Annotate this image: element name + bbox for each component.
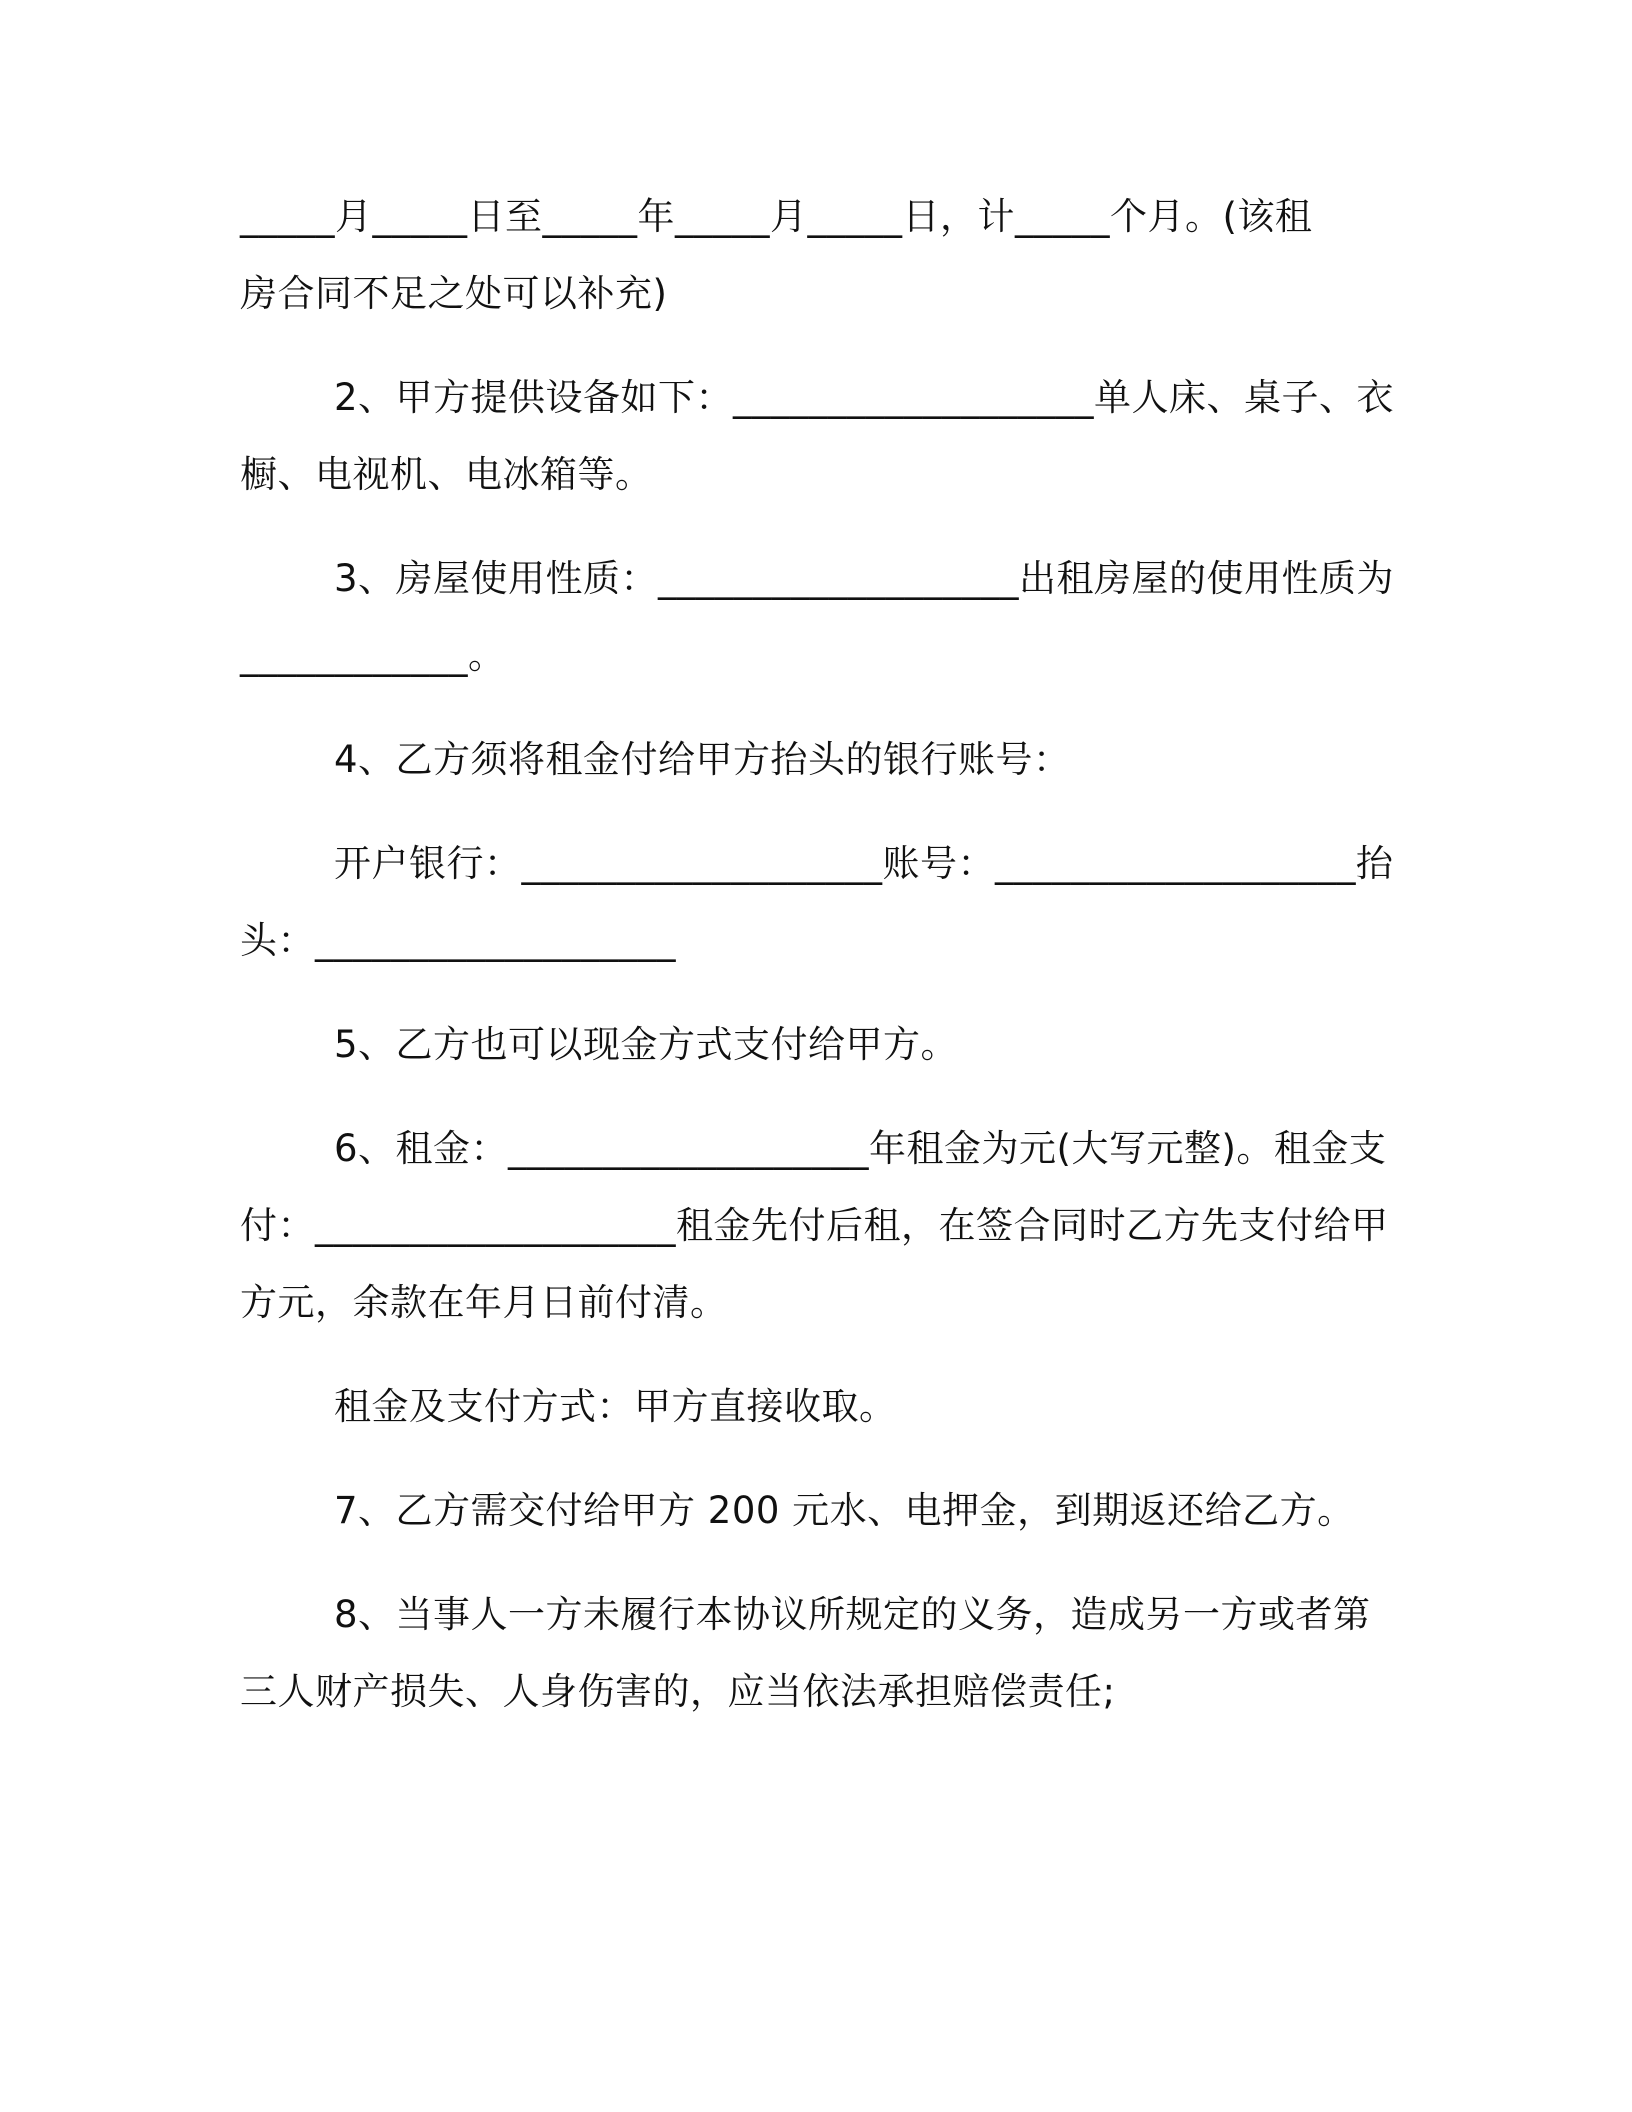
clause-3-usage-cont: ____________。 (240, 634, 506, 677)
clause-2-equipment-cont: 橱、电视机、电冰箱等。 (240, 453, 653, 496)
clause-8-liability: 8、当事人一方未履行本协议所规定的义务，造成另一方或者第 (334, 1593, 1371, 1636)
clause-8-liability-cont: 三人财产损失、人身伤害的，应当依法承担赔偿责任; (240, 1670, 1116, 1713)
clause-6-rent-cont-1: 付：___________________租金先付后租，在签合同时乙方先支付给甲 (240, 1204, 1389, 1247)
rent-payment-method: 租金及支付方式：甲方直接收取。 (334, 1385, 897, 1428)
bank-details-cont: 头：___________________ (240, 919, 676, 962)
clause-6-rent-cont-2: 方元，余款在年月日前付清。 (240, 1281, 728, 1324)
clause-6-rent: 6、租金：___________________年租金为元(大写元整)。租金支 (334, 1127, 1387, 1170)
lease-term-line: _____月_____日至_____年_____月_____日，计_____个月。(该租 (240, 195, 1313, 238)
clause-7-deposit: 7、乙方需交付给甲方 200 元水、电押金，到期返还给乙方。 (334, 1489, 1355, 1532)
clause-3-usage: 3、房屋使用性质：___________________出租房屋的使用性质为 (334, 557, 1395, 600)
bank-details-line: 开户银行：___________________账号：___________________抬 (334, 842, 1394, 885)
lease-term-note: 房合同不足之处可以补充) (240, 272, 668, 315)
clause-2-equipment: 2、甲方提供设备如下：___________________单人床、桌子、衣 (334, 376, 1395, 419)
clause-4-bank-account: 4、乙方须将租金付给甲方抬头的银行账号： (334, 738, 1071, 781)
clause-5-cash-payment: 5、乙方也可以现金方式支付给甲方。 (334, 1023, 959, 1066)
